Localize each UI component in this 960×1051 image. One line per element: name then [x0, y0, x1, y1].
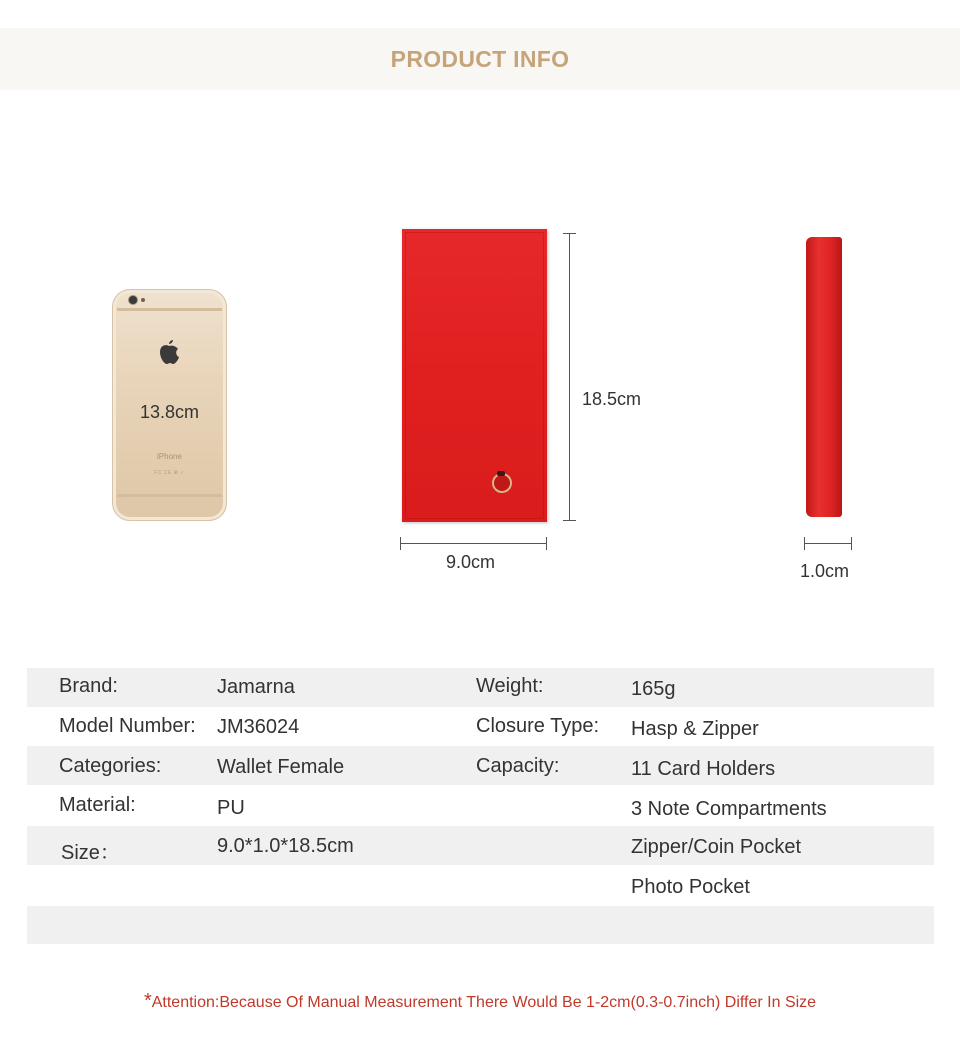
page-title: PRODUCT INFO	[390, 46, 570, 72]
apple-logo-icon	[157, 338, 181, 366]
spec-value-capacity-notes: 3 Note Compartments	[631, 798, 827, 820]
wallet-front-image	[402, 229, 547, 522]
width-label: 9.0cm	[446, 552, 496, 572]
spec-value-closure-type: Hasp & Zipper	[631, 718, 759, 740]
spec-label-categories: Categories:	[59, 755, 162, 777]
height-dimension-line	[569, 233, 570, 520]
width-dimension-cap-left	[400, 537, 401, 550]
thickness-dimension-cap-left	[804, 537, 805, 550]
spec-value-categories: Wallet Female	[217, 756, 345, 778]
height-dimension-cap-top	[563, 233, 576, 234]
height-dimension-cap-bottom	[563, 520, 576, 521]
thickness-dimension-cap-right	[851, 537, 852, 550]
spec-label-weight: Weight:	[476, 675, 544, 697]
spec-label-size: Size：	[61, 842, 120, 864]
phone-model-text: iPhone	[157, 452, 182, 461]
spec-value-model-number: JM36024	[217, 716, 300, 738]
camera-icon	[129, 296, 137, 304]
spec-value-capacity: 11 Card Holders	[631, 758, 776, 780]
width-dimension-cap-right	[546, 537, 547, 550]
spec-label-closure-type: Closure Type:	[476, 715, 600, 737]
phone-image	[112, 289, 227, 521]
wallet-side-image	[806, 237, 842, 517]
spec-label-capacity: Capacity:	[476, 755, 560, 777]
spec-value-size: 9.0*1.0*18.5cm	[217, 835, 354, 857]
attention-star: *	[143, 990, 152, 1012]
antenna-band	[117, 308, 222, 311]
flash-icon	[141, 298, 145, 302]
spec-row	[27, 866, 934, 905]
phone-measurement-label: 13.8cm	[139, 402, 200, 422]
hasp-clasp-icon	[492, 473, 512, 493]
width-dimension-line	[400, 543, 547, 544]
thickness-dimension-line	[804, 543, 852, 544]
spec-value-brand: Jamarna	[217, 676, 295, 698]
spec-value-weight: 165g	[631, 678, 676, 700]
hasp-gem	[497, 471, 505, 476]
height-label: 18.5cm	[582, 389, 642, 409]
thickness-label: 1.0cm	[800, 561, 850, 581]
phone-fine-print: FC CE ⊠ ✓	[154, 470, 185, 476]
spec-label-brand: Brand:	[59, 675, 118, 697]
attention-text: Attention:Because Of Manual Measurement There Would Be 1-2cm(0.3-0.7inch) Differ In Size	[151, 994, 817, 1011]
spec-label-material: Material:	[59, 794, 136, 816]
spec-value-material: PU	[217, 797, 245, 819]
spec-row	[27, 906, 934, 944]
spec-value-capacity-photo: Photo Pocket	[631, 876, 750, 898]
spec-value-capacity-zipper: Zipper/Coin Pocket	[631, 836, 802, 858]
antenna-band	[117, 494, 222, 497]
spec-label-model-number: Model Number:	[59, 715, 196, 737]
wallet-stitching	[405, 232, 544, 519]
attention-note	[0, 990, 960, 1013]
